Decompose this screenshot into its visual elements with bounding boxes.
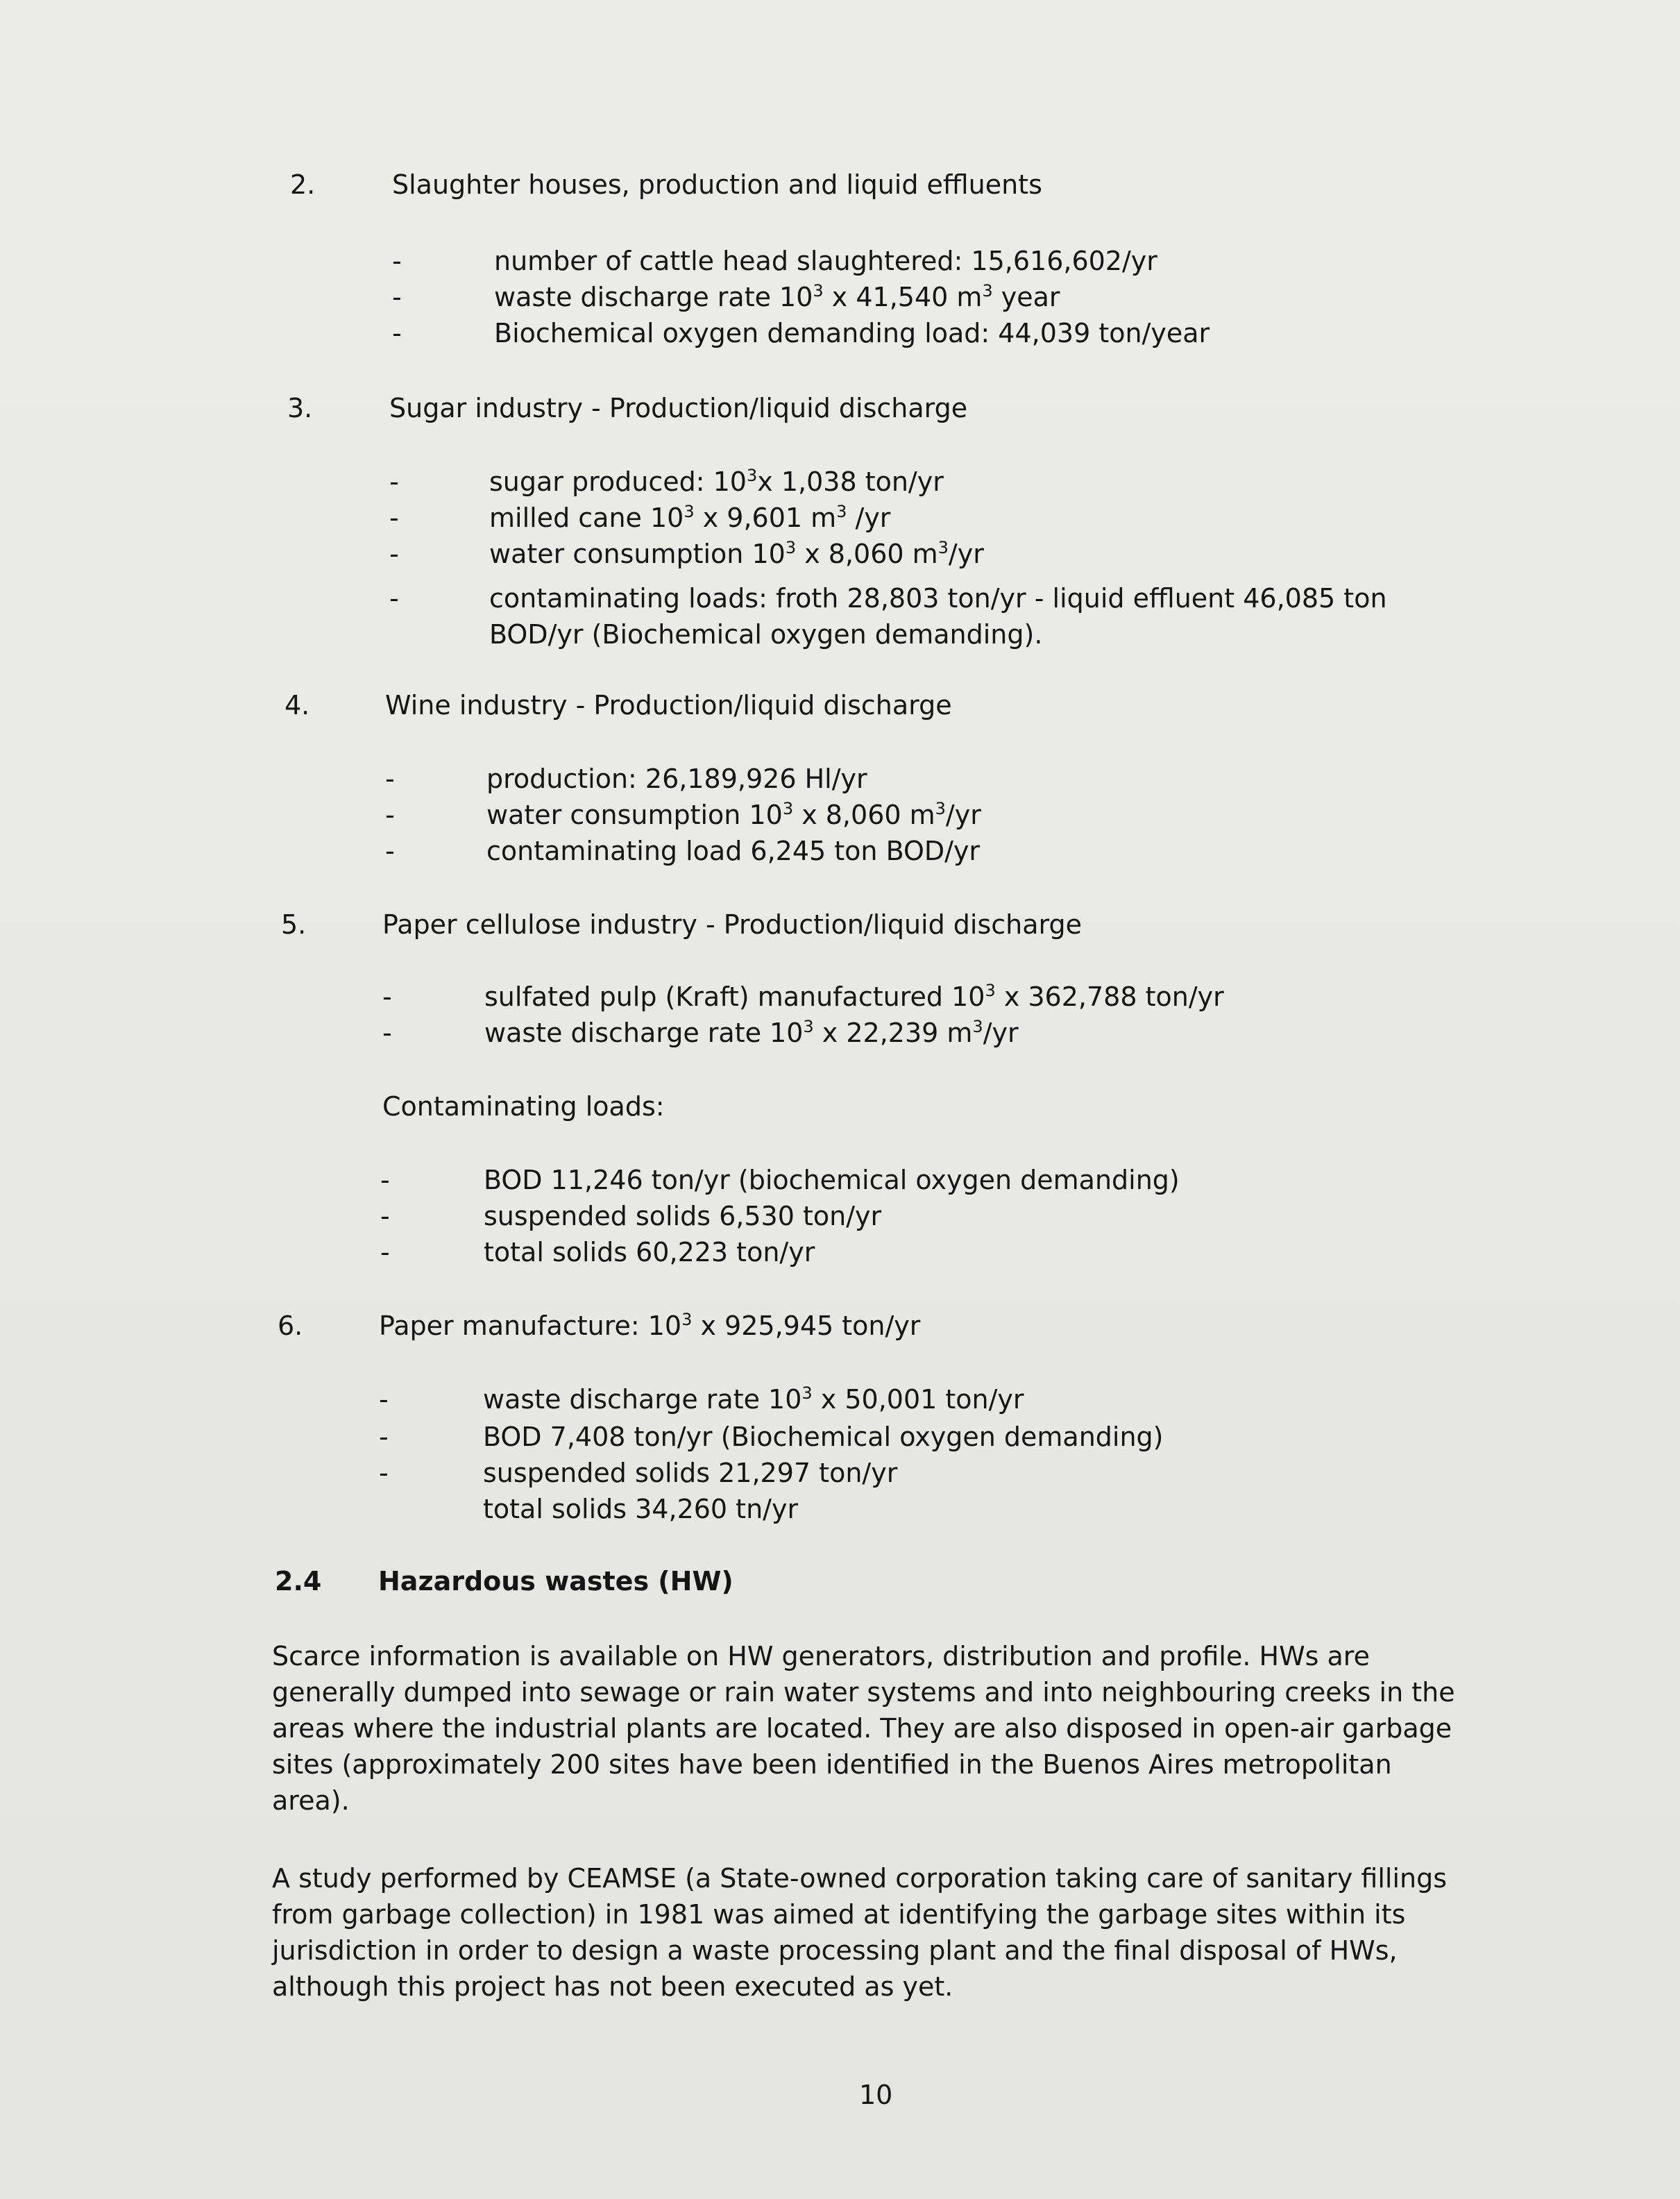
paragraph-line: from garbage collection) in 1981 was aimed at identifying the garbage sites within its [272,1899,1406,1930]
paragraph-line: jurisdiction in order to design a waste processing plant and the final disposal of HWs, [272,1935,1398,1966]
bullet-text: total solids 60,223 ton/yr [484,1237,815,1267]
bullet-dash: - [385,836,395,866]
bullet-text: milled cane $10^3$ x 9,601 $m^3$ /yr [489,502,891,533]
item-title: Sugar industry - Production/liquid discharge [389,393,968,423]
bullet-dash: - [389,539,399,569]
bullet-text: BOD 7,408 ton/yr (Biochemical oxygen demanding) [483,1422,1164,1452]
bullet-dash: - [392,318,402,348]
paragraph-hw-information [272,1638,1632,1819]
bullet-dash: - [385,764,395,794]
bullet-dash: - [389,466,399,497]
item-number: 2. [290,169,316,200]
bullet-text: production: 26,189,926 Hl/yr [486,764,867,794]
paragraph-line: sites (approximately 200 sites have been identified in the Buenos Aires metropolitan [272,1749,1392,1780]
bullet-text-continued: BOD/yr (Biochemical oxygen demanding). [489,619,1043,650]
bullet-text: Biochemical oxygen demanding load: 44,039 ton/year [494,318,1210,348]
bullet-dash: - [380,1201,390,1231]
paragraph-line: generally dumped into sewage or rain water systems and into neighbouring creeks in the [272,1677,1455,1708]
bullet-dash: - [382,981,392,1012]
bullet-text: water consumption $10^3$ x 8,060 $m^3/yr$ [486,799,981,830]
bullet-text: waste discharge rate $10^3$ x 41,540 $m^3$ year [494,281,1060,312]
bullet-text: suspended solids 21,297 ton/yr [483,1458,898,1488]
bullet-text: contaminating load 6,245 ton BOD/yr [486,836,981,866]
section-heading: Hazardous wastes (HW) [378,1566,733,1596]
item-number: 3. [287,393,313,423]
section-number: 2.4 [275,1566,322,1596]
bullet-dash: - [385,800,395,830]
bullet-dash: - [382,1018,392,1048]
item-title: Wine industry - Production/liquid discharge [385,690,952,721]
bullet-dash: - [379,1384,389,1415]
bullet-dash: - [389,583,399,614]
bullet-dash: - [392,246,402,276]
bullet-text: sugar produced: $10^3x$ 1,038 ton/yr [489,466,944,497]
paragraph-line: although this project has not been executed as yet. [272,1971,953,2002]
bullet-dash: - [392,282,402,312]
item-number: 6. [278,1311,303,1341]
bullet-text: waste discharge rate $10^3$ x 50,001 ton/yr [483,1383,1024,1415]
paragraph-line: A study performed by CEAMSE (a State-owned corporation taking care of sanitary fillings [272,1863,1448,1894]
page-number: 10 [859,2080,893,2110]
paragraph-line: Scarce information is available on HW generators, distribution and profile. HWs are [272,1641,1370,1671]
item-title: Paper manufacture: $10^3$ x 925,945 ton/yr [379,1310,921,1341]
bullet-text: total solids 34,260 tn/yr [483,1494,799,1524]
paragraph-ceamse-study [272,1860,1632,2005]
bullet-text: contaminating loads: froth 28,803 ton/yr - liquid effluent 46,085 ton [489,583,1387,614]
bullet-dash: - [389,503,399,533]
bullet-text: BOD 11,246 ton/yr (biochemical oxygen demanding) [484,1165,1180,1195]
bullet-text: sulfated pulp (Kraft) manufactured $10^3$ x 362,788 ton/yr [484,981,1224,1012]
subheading: Contaminating loads: [382,1091,665,1122]
bullet-dash: - [379,1458,389,1488]
bullet-text: waste discharge rate $10^3$ x 22,239 $m^3/yr$ [484,1017,1019,1048]
item-title: Paper cellulose industry - Production/liquid discharge [382,909,1083,940]
bullet-dash: - [380,1237,390,1267]
bullet-text: water consumption $10^3$ x 8,060 $m^3/yr$ [489,538,984,569]
bullet-dash: - [380,1165,390,1195]
item-number: 5. [281,909,307,940]
item-number: 4. [285,690,310,721]
bullet-dash: - [379,1422,389,1452]
paragraph-line: areas where the industrial plants are located. They are also disposed in open-air garbage [272,1713,1452,1744]
item-title: Slaughter houses, production and liquid effluents [392,169,1042,200]
bullet-text: suspended solids 6,530 ton/yr [484,1201,882,1231]
paragraph-line: area). [272,1785,350,1816]
bullet-text: number of cattle head slaughtered: 15,616,602/yr [494,246,1157,276]
